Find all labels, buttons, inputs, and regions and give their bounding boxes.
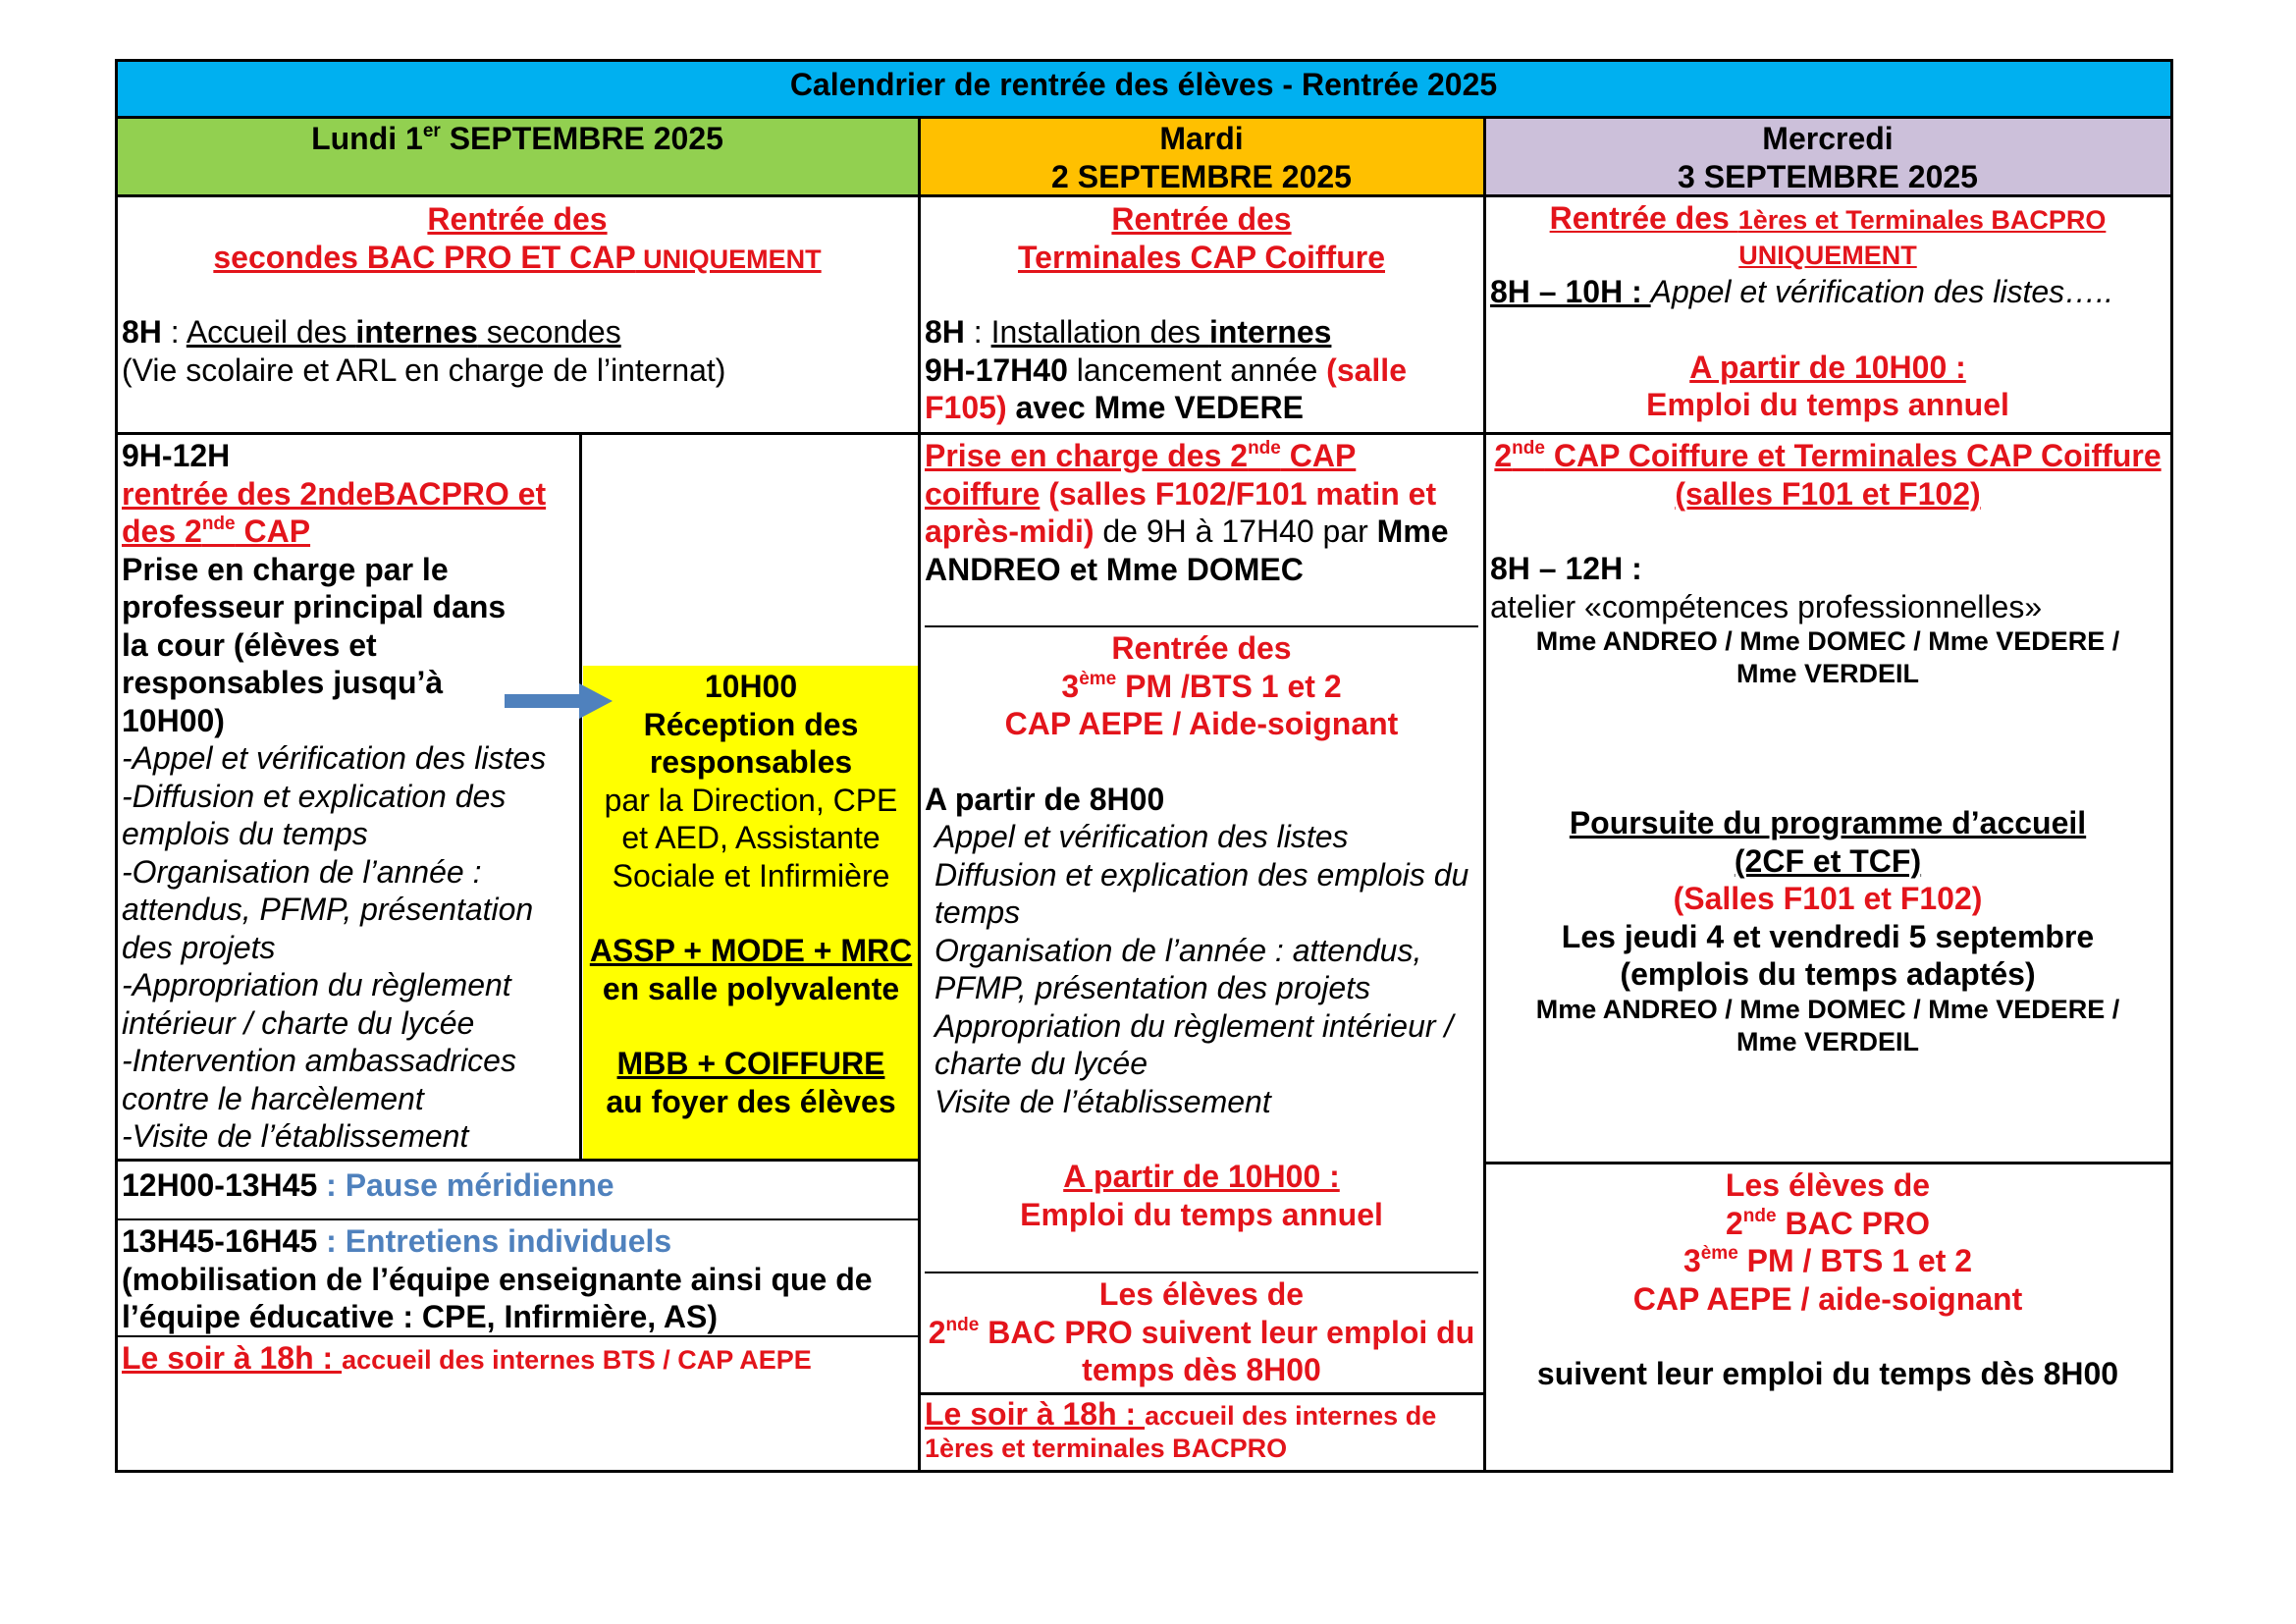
tuesday-intro: Rentrée des Terminales CAP Coiffure 8H : Installation des internes 9H-17H40 lancement année (salle F105) avec Mme VEDERE bbox=[925, 201, 1407, 425]
tuesday-students: Les élèves de 2nde BAC PRO suivent leur emploi du temps dès 8H00 bbox=[928, 1276, 1475, 1387]
monday-morning-item: -Appel et vérification des listes bbox=[122, 740, 547, 776]
wednesday-intro: Rentrée des 1ères et Terminales BACPRO UNIQUEMENT 8H – 10H : Appel et vérification des listes….. A partir de 10H00 : Emploi du temps annuel bbox=[1490, 200, 2113, 422]
tuesday-rentree-item: Appel et vérification des listes bbox=[934, 819, 1349, 854]
monday-afternoon: 13H45-16H45 : Entretiens individuels (mobilisation de l’équipe enseignante ainsi que de l’équipe éducative : CPE, Infirmière, AS) bbox=[122, 1223, 873, 1334]
tuesday-rentree-item: Diffusion et explication des emplois du temps bbox=[934, 856, 1469, 930]
wednesday-students: Les élèves de 2nde BAC PRO 3ème PM / BTS 1 et 2 CAP AEPE / aide-soignant suivent leur emploi du temps dès 8H00 bbox=[1536, 1167, 2119, 1391]
tuesday-rentree: Rentrée des 3ème PM /BTS 1 et 2 CAP AEPE / Aide-soignant A partir de 8H00 Appel et vérification des listes Diffusion et explication des emplois du temps Organisation de l’année : attendus, PFMP, présentation des projets Appropriation du règlement intérieur / charte du lycée Visite de l’établissement A partir de 10H00 : Emploi du temps annuel bbox=[919, 627, 1484, 1272]
monday-intro-line1: 8H : Accueil des internes secondes bbox=[122, 314, 621, 350]
monday-morning-item: -Organisation de l’année : attendus, PFMP, présentation des projets bbox=[122, 853, 534, 965]
tuesday-rentree-item: Organisation de l’année : attendus, PFMP, présentation des projets bbox=[934, 932, 1422, 1005]
tuesday-evening: Le soir à 18h : accueil des internes de 1ères et terminales BACPRO bbox=[925, 1396, 1437, 1463]
tuesday-rentree-item: Visite de l’établissement bbox=[934, 1083, 1271, 1119]
tuesday-cap: Prise en charge des 2nde CAP coiffure (salles F102/F101 matin et après-midi) de 9H à 17H40 par Mme ANDREO et Mme DOMEC bbox=[925, 438, 1449, 587]
monday-morning-prise: Prise en charge par le professeur principal dans la cour (élèves et responsables jusqu’à 10H00) bbox=[122, 551, 507, 738]
monday-morning-item: -Appropriation du règlement intérieur / charte du lycée bbox=[122, 967, 511, 1041]
monday-morning: 9H-12H rentrée des 2ndeBACPRO et des 2nde CAP Prise en charge par le professeur principal dans la cour (élèves et responsables jusqu’à 10H00) -Appel et vérification des listes -Diffusion et explication des emplois du temps -Organisation de l’année : attendus, PFMP, présentation des projets -Appropriation du règlement intérieur / charte du lycée -Intervention ambassadrices contre le harcèlement -Visite de l’établissement bbox=[116, 435, 579, 1159]
wednesday-header: Mercredi 3 SEPTEMBRE 2025 bbox=[1678, 121, 1978, 194]
monday-intro-title: Rentrée des secondes BAC PRO ET CAP UNIQUEMENT bbox=[213, 201, 822, 275]
monday-morning-item: -Intervention ambassadrices contre le harcèlement bbox=[122, 1043, 516, 1116]
monday-evening: Le soir à 18h : accueil des internes BTS / CAP AEPE bbox=[122, 1340, 812, 1376]
tuesday-rentree-item: Appropriation du règlement intérieur / charte du lycée bbox=[934, 1007, 1454, 1081]
monday-morning-title: rentrée des 2ndeBACPRO et des 2nde CAP bbox=[122, 475, 547, 549]
monday-lunch: 12H00-13H45 : Pause méridienne bbox=[122, 1167, 614, 1203]
wednesday-cap: 2nde CAP Coiffure et Terminales CAP Coiffure (salles F101 et F102) 8H – 12H : atelier «compétences professionnelles» Mme ANDREO / Mme DOMEC / Mme VEDERE / Mme VERDEIL Poursuite du programme d’accueil (2CF et TCF) (Salles F101 et F102) Les jeudi 4 et vendredi 5 septembre (emplois du temps adaptés) Mme ANDREO / Mme DOMEC / Mme VEDERE / Mme VERDEIL bbox=[1490, 438, 2162, 1056]
monday-morning-item: -Diffusion et explication des emplois du temps bbox=[122, 778, 507, 851]
page-title: Calendrier de rentrée des élèves - Rentrée 2025 bbox=[789, 67, 1498, 102]
monday-morning-item: -Visite de l’établissement bbox=[122, 1118, 469, 1154]
monday-header: Lundi 1er SEPTEMBRE 2025 bbox=[311, 121, 723, 156]
reception-block: 10H00 Réception des responsables par la Direction, CPE et AED, Assistante Sociale et Infirmière ASSP + MODE + MRC en salle polyvalente MBB + COIFFURE au foyer des élèves bbox=[589, 669, 913, 1119]
tuesday-header: Mardi 2 SEPTEMBRE 2025 bbox=[1051, 121, 1352, 194]
monday-intro bbox=[116, 198, 919, 432]
monday-intro-line2: (Vie scolaire et ARL en charge de l’internat) bbox=[122, 352, 726, 388]
